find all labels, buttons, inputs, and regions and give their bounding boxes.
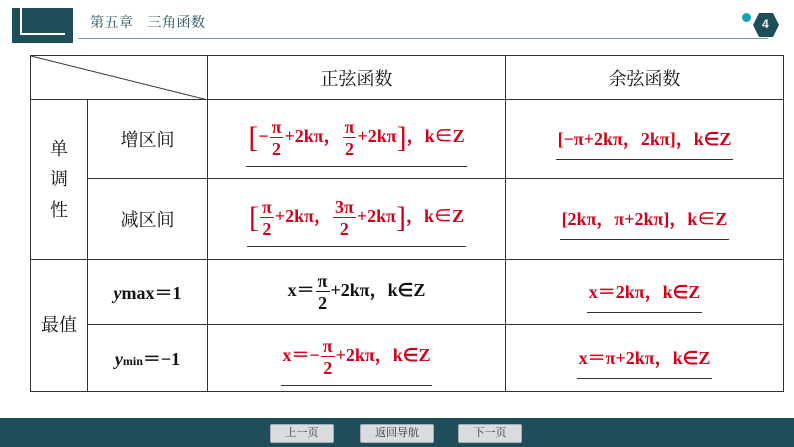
- answer-underline: [587, 312, 703, 313]
- answer-underline: [577, 378, 713, 379]
- cos-min-answer: x＝π+2kπ，k∈Z: [571, 344, 719, 373]
- fraction: $\frac{\pi}{2}$: [317, 271, 328, 313]
- back-to-nav-button[interactable]: 返回导航: [360, 424, 434, 443]
- answer-underline: [246, 166, 466, 167]
- sin-decrease-answer: [ $\frac{\pi}{2}$ +2kπ， $\frac{3\pi}{2}$ +2kπ]，k∈Z: [241, 198, 472, 241]
- cos-max-answer: x＝2kπ，k∈Z: [581, 278, 709, 307]
- header-divider: [78, 38, 768, 39]
- answer-underline: [556, 159, 734, 160]
- group-monotone-label: 单 调 性: [50, 138, 68, 220]
- sin-decrease-cell: [208, 179, 506, 260]
- group-extreme-label: 最值: [31, 260, 88, 392]
- fraction: $\frac{\pi}{2}$: [271, 116, 282, 159]
- diagonal-line: [31, 56, 208, 100]
- sin-increase-answer: [− $\frac{\pi}{2}$ +2kπ， $\frac{\pi}{2}$ +2kπ]，k∈Z: [240, 118, 472, 161]
- cos-increase-answer: [−π+2kπ，2kπ]，k∈Z: [550, 125, 740, 154]
- label-min: ymin＝−1: [88, 325, 208, 392]
- next-page-button[interactable]: 下一页: [458, 424, 522, 443]
- sin-min-cell: [208, 325, 506, 392]
- col-header-sin: 正弦函数: [208, 56, 506, 100]
- header-title: [90, 12, 220, 32]
- fraction: $\frac{\pi}{2}$: [322, 335, 333, 378]
- trig-table: [30, 55, 784, 392]
- footer-bar: [0, 418, 794, 447]
- header-logo-inner-fill: [22, 8, 65, 33]
- sin-max-cell: [208, 260, 506, 325]
- col-header-cos: 余弦函数: [506, 56, 784, 100]
- cos-max-cell: [506, 260, 784, 325]
- cos-increase-cell: [506, 100, 784, 179]
- sin-max-text: x＝ $\frac{\pi}{2}$ +2kπ，k∈Z: [287, 271, 426, 313]
- answer-underline: [247, 246, 466, 247]
- header-decor-dot: [742, 13, 751, 22]
- cos-decrease-answer: [2kπ，π+2kπ]，k∈Z: [554, 205, 736, 234]
- fraction: $\frac{3\pi}{2}$: [334, 196, 354, 239]
- group-monotone: [31, 100, 88, 260]
- sin-min-answer: x＝− $\frac{\pi}{2}$ +2kπ，k∈Z: [275, 337, 439, 380]
- chapter-label: 第五章: [90, 14, 134, 30]
- answer-underline: [560, 239, 730, 240]
- label-decrease: 减区间: [88, 179, 208, 260]
- cos-decrease-cell: [506, 179, 784, 260]
- section-label: 三角函数: [147, 14, 206, 30]
- prev-page-button[interactable]: 上一页: [270, 424, 334, 443]
- page-number: 4: [762, 17, 769, 31]
- answer-underline: [281, 385, 433, 386]
- sin-increase-cell: [208, 100, 506, 179]
- label-max: ymax＝1: [88, 260, 208, 325]
- cos-min-cell: [506, 325, 784, 392]
- fraction: $\frac{\pi}{2}$: [261, 196, 272, 239]
- diagonal-header-cell: [31, 56, 208, 100]
- page-number-badge: [752, 12, 780, 38]
- label-increase: 增区间: [88, 100, 208, 179]
- fraction: $\frac{\pi}{2}$: [344, 116, 355, 159]
- header-logo-block: [12, 8, 73, 43]
